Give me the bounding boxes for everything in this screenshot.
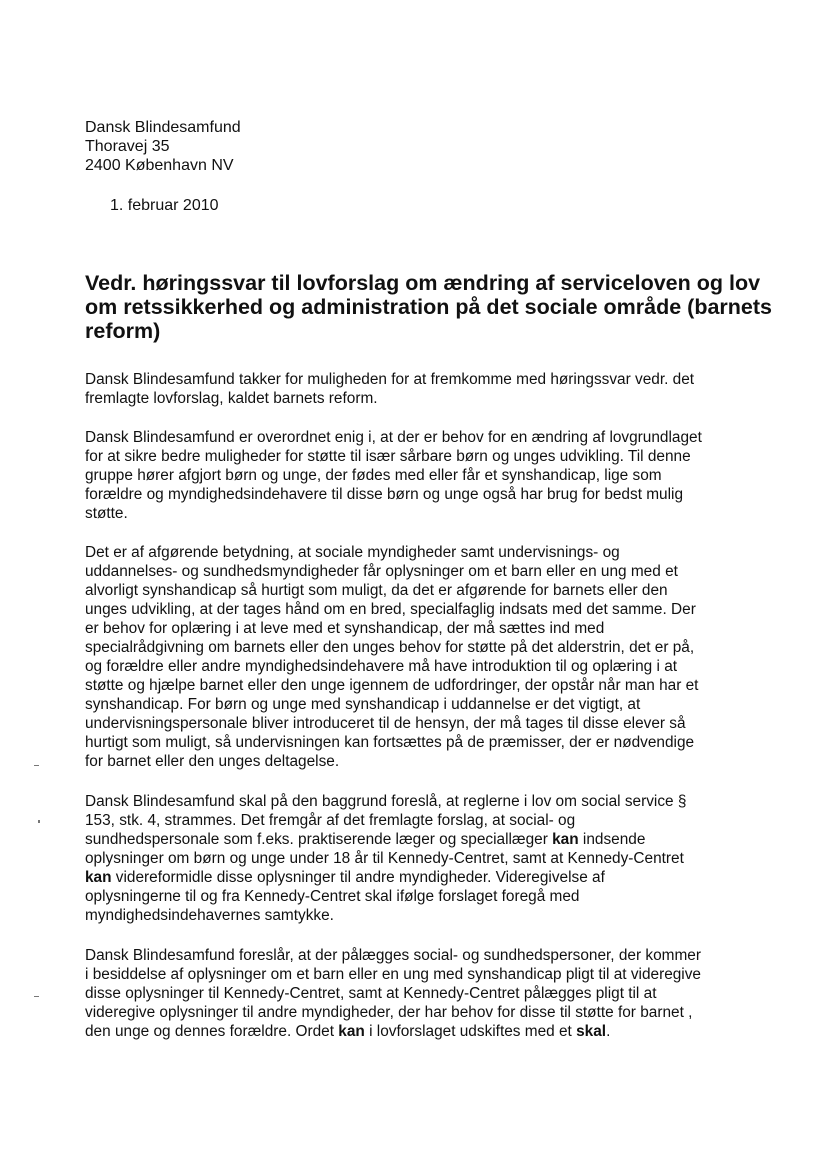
letter-date: 1. februar 2010 [110,197,219,214]
text-line: er behov for oplæring i at leve med et synshandicap, der må sættes ind med [85,620,605,637]
text-line: for barnet eller den unges deltagelse. [85,753,340,770]
text-line: synshandicap. For børn og unge med synshandicap i uddannelse er det vigtigt, at [85,696,641,713]
sender-name: Dansk Blindesamfund [85,119,241,136]
text-line: fremlagte lovforslag, kaldet barnets reform. [85,390,378,407]
text-run: indsende [578,831,646,848]
emphasis-kan: kan [552,831,579,848]
text-line: videregive oplysninger til andre myndigheder, der har behov for disse til støtte for barnet , [85,1004,693,1021]
text-line: undervisningspersonale bliver introduceret til de hensyn, der må tages til disse elever så [85,715,686,732]
emphasis-kan: kan [338,1023,365,1040]
text-line: alvorligt synshandicap så hurtigt som muligt, da det er afgørende for barnets eller den [85,582,668,599]
paragraph-5 [85,946,775,1041]
text-line: i besiddelse af oplysninger om et barn eller en ung med synshandicap pligt til at videregive [85,966,701,983]
sender-address [85,118,241,175]
scan-mark [34,996,39,997]
paragraph-1 [85,370,775,408]
text-line: hurtigt som muligt, så undervisningen kan fortsættes på de præmisser, der er nødvendige [85,734,695,751]
text-line: specialrådgivning om barnets eller den unges behov for støtte på det alderstrin, det er på, [85,639,695,656]
text-line: Dansk Blindesamfund foreslår, at der pålægges social- og sundhedspersoner, der kommer [85,947,701,964]
text-run: videreformidle disse oplysninger til andre myndigheder. Videregivelse af [111,869,605,886]
scan-mark [38,820,40,823]
text-line [85,1022,775,1041]
text-line: for at sikre bedre muligheder for støtte til især sårbare børn og unges udvikling. Til denne [85,448,691,465]
sender-city: 2400 København NV [85,157,234,174]
letter-title: Vedr. høringssvar til lovforslag om ændring af serviceloven og lov om retssikkerhed og administration på det sociale område (barnets reform) [85,271,773,343]
text-run: den unge og dennes forældre. Ordet [85,1023,339,1040]
text-line: disse oplysninger til Kennedy-Centret, samt at Kennedy-Centret pålægges pligt til at [85,985,657,1002]
text-line: unges udvikling, at der tages hånd om en bred, specialfaglig indsats med det samme. Der [85,601,696,618]
paragraph-4 [85,792,775,925]
text-line: 153, stk. 4, strammes. Det fremgår af det fremlagte forslag, at social- og [85,812,576,829]
text-line: Det er af afgørende betydning, at sociale myndigheder samt undervisnings- og [85,544,620,561]
emphasis-kan: kan [85,869,112,886]
paragraph-2 [85,428,775,523]
text-line: støtte. [85,505,128,522]
text-line: Dansk Blindesamfund skal på den baggrund foreslå, at reglerne i lov om social service § [85,793,687,810]
scan-mark [34,765,39,766]
text-line: oplysninger om børn og unge under 18 år til Kennedy-Centret, samt at Kennedy-Centret [85,850,684,867]
paragraph-3 [85,543,775,771]
emphasis-skal: skal [576,1023,607,1040]
text-line: myndighedsindehavernes samtykke. [85,907,334,924]
text-run: . [606,1023,611,1040]
text-line: Dansk Blindesamfund er overordnet enig i, at der er behov for en ændring af lovgrundlaget [85,429,702,446]
text-line: Dansk Blindesamfund takker for muligheden for at fremkomme med høringssvar vedr. det [85,371,695,388]
text-line: gruppe hører afgjort børn og unge, der fødes med eller får et synshandicap, lige som [85,467,662,484]
text-line [85,868,775,887]
text-line: støtte og hjælpe barnet eller den unge igennem de udfordringer, der opstår når man har et [85,677,699,694]
text-run: sundhedspersonale som f.eks. praktiserende læger og speciallæger [85,831,553,848]
text-line: forældre og myndighedsindehavere til disse børn og unge også har brug for bedst mulig [85,486,684,503]
sender-street: Thoravej 35 [85,138,170,155]
text-line: uddannelses- og sundhedsmyndigheder får oplysninger om et barn eller en ung med et [85,563,678,580]
text-line [85,830,775,849]
text-line: oplysningerne til og fra Kennedy-Centret skal ifølge forslaget foregå med [85,888,580,905]
text-run: i lovforslaget udskiftes med et [364,1023,577,1040]
text-line: og forældre eller andre myndighedsindehavere må have introduktion til og oplæring i at [85,658,678,675]
